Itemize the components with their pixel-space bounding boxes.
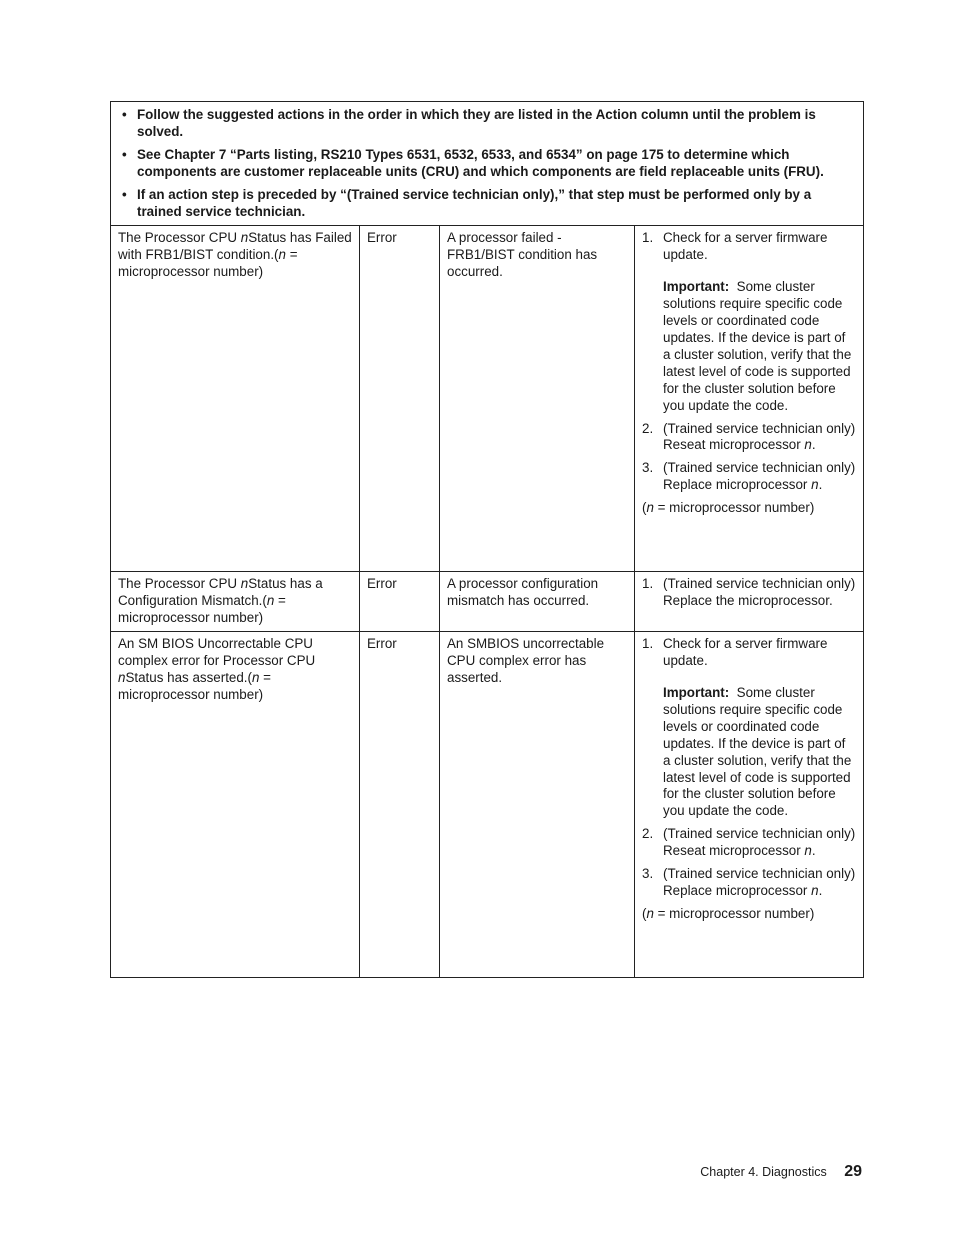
severity-cell: Error <box>360 632 440 978</box>
action-steps <box>642 230 856 494</box>
page-number: 29 <box>844 1163 862 1180</box>
note-item: • See Chapter 7 “Parts listing, RS210 Types 6531, 6532, 6533, and 6534” on page 175 to determine which components are customer replaceable units (CRU) and which components are field replaceable units (FRU). <box>119 147 853 181</box>
description-cell: An SMBIOS uncorrectable CPU complex error has asserted. <box>440 632 635 978</box>
action-cell <box>635 632 864 978</box>
table-row <box>111 632 864 978</box>
footer-chapter: Chapter 4. Diagnostics <box>700 1165 827 1179</box>
table-row <box>111 226 864 572</box>
note-item: • Follow the suggested actions in the order in which they are listed in the Action column until the problem is solved. <box>119 107 853 141</box>
action-steps <box>642 636 856 900</box>
diagnostic-table <box>110 101 864 978</box>
important-note: Important: Some cluster solutions require specific code levels or coordinated code updates. If the device is part of a cluster solution, verify that the latest level of code is supported for the cluster solution before you update the code. <box>663 279 852 413</box>
action-cell <box>635 226 864 572</box>
action-steps <box>642 576 856 610</box>
action-footnote: (n = microprocessor number) <box>642 905 815 921</box>
action-step: 3. (Trained service technician only) Replace microprocessor n. <box>642 866 856 898</box>
description-cell: A processor configuration mismatch has occurred. <box>440 572 635 632</box>
message-cell: An SM BIOS Uncorrectable CPU complex error for Processor CPU nStatus has asserted.(n = microprocessor number) <box>111 632 360 978</box>
action-step: 1. (Trained service technician only) Replace the microprocessor. <box>642 576 856 609</box>
note-item: • If an action step is preceded by “(Trained service technician only),” that step must be performed only by a trained service technician. <box>119 187 853 221</box>
action-footnote: (n = microprocessor number) <box>642 500 815 516</box>
severity-cell: Error <box>360 572 440 632</box>
action-step: 2. (Trained service technician only) Reseat microprocessor n. <box>642 420 856 453</box>
description-cell: A processor failed - FRB1/BIST condition has occurred. <box>440 226 635 572</box>
action-step: 2. (Trained service technician only) Reseat microprocessor n. <box>642 826 856 859</box>
notes-row <box>111 102 864 226</box>
action-step: 1. Check for a server firmware update. Important: Some cluster solutions require specific code levels or coordinated code updates. If the device is part of a cluster solution, verify that the latest level of code is supported for the cluster solution before you update the code. <box>642 636 856 820</box>
action-step: 3. (Trained service technician only) Replace microprocessor n. <box>642 460 856 493</box>
important-note: Important: Some cluster solutions require specific code levels or coordinated code updates. If the device is part of a cluster solution, verify that the latest level of code is supported for the cluster solution before you update the code. <box>663 684 852 819</box>
table-row <box>111 572 864 632</box>
message-cell: The Processor CPU nStatus has Failed with FRB1/BIST condition.(n = microprocessor number) <box>111 226 360 572</box>
notes-list <box>119 107 853 220</box>
action-cell <box>635 572 864 632</box>
page-footer <box>0 1163 862 1181</box>
severity-cell: Error <box>360 226 440 572</box>
message-cell: The Processor CPU nStatus has a Configuration Mismatch.(n = microprocessor number) <box>111 572 360 632</box>
action-step: 1. Check for a server firmware update. Important: Some cluster solutions require specific code levels or coordinated code updates. If the device is part of a cluster solution, verify that the latest level of code is supported for the cluster solution before you update the code. <box>642 230 856 414</box>
notes-cell <box>111 102 864 226</box>
